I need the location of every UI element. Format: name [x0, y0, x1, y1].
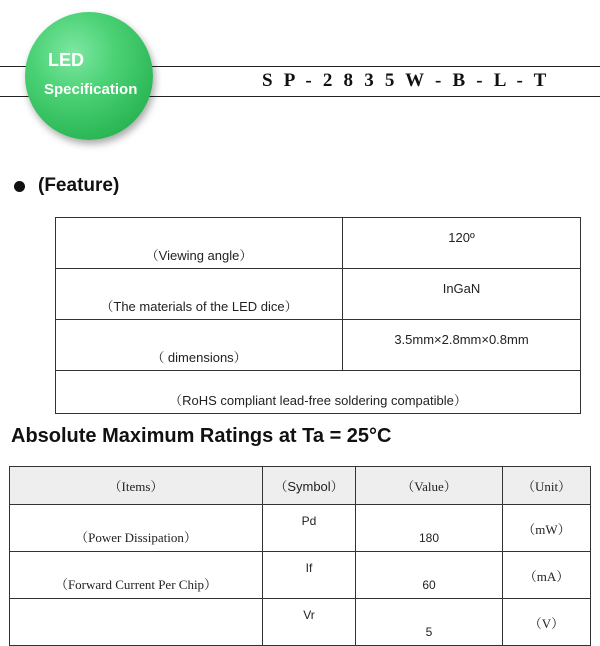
table-row: [10, 505, 591, 552]
table-row: [56, 218, 581, 269]
feature-label: （ dimensions）: [56, 320, 343, 371]
rating-symbol: Vr: [263, 599, 356, 646]
header-value: （Value）: [356, 467, 503, 505]
rating-unit: （mA）: [503, 552, 591, 599]
table-row: [56, 320, 581, 371]
rating-item: （Forward Current Per Chip）: [10, 552, 263, 599]
logo-specification-text: Specification: [44, 81, 138, 98]
rating-item: （Power Dissipation）: [10, 505, 263, 552]
rating-unit: （mW）: [503, 505, 591, 552]
feature-label: （The materials of the LED dice）: [56, 269, 343, 320]
feature-value: 120º: [343, 218, 581, 269]
rating-value: 5: [356, 599, 503, 646]
feature-heading-text: (Feature): [38, 175, 120, 196]
header-unit: （Unit）: [503, 467, 591, 505]
header-items: （Items）: [10, 467, 263, 505]
header-symbol: （Symbol）: [263, 467, 356, 505]
table-header-row: [10, 467, 591, 505]
table-row: [56, 371, 581, 414]
ratings-title: Absolute Maximum Ratings at Ta = 25°C: [11, 425, 392, 447]
table-row: [10, 599, 591, 646]
feature-table: [55, 217, 581, 414]
rating-value: 60: [356, 552, 503, 599]
feature-value: 3.5mm×2.8mm×0.8mm: [343, 320, 581, 371]
feature-value: InGaN: [343, 269, 581, 320]
table-row: [56, 269, 581, 320]
part-number: S P - 2 8 3 5 W - B - L - T: [262, 70, 550, 91]
logo-led-text: LED: [48, 50, 84, 70]
rating-symbol: Pd: [263, 505, 356, 552]
bullet-icon: [14, 181, 25, 192]
rating-item: [10, 599, 263, 646]
ratings-table: [9, 466, 591, 646]
feature-heading: [14, 175, 119, 197]
led-spec-logo: [25, 12, 153, 140]
rating-symbol: If: [263, 552, 356, 599]
rating-unit: （V）: [503, 599, 591, 646]
rating-value: 180: [356, 505, 503, 552]
feature-label: （Viewing angle）: [56, 218, 343, 269]
feature-note: （RoHS compliant lead-free soldering compatible）: [56, 371, 581, 414]
table-row: [10, 552, 591, 599]
